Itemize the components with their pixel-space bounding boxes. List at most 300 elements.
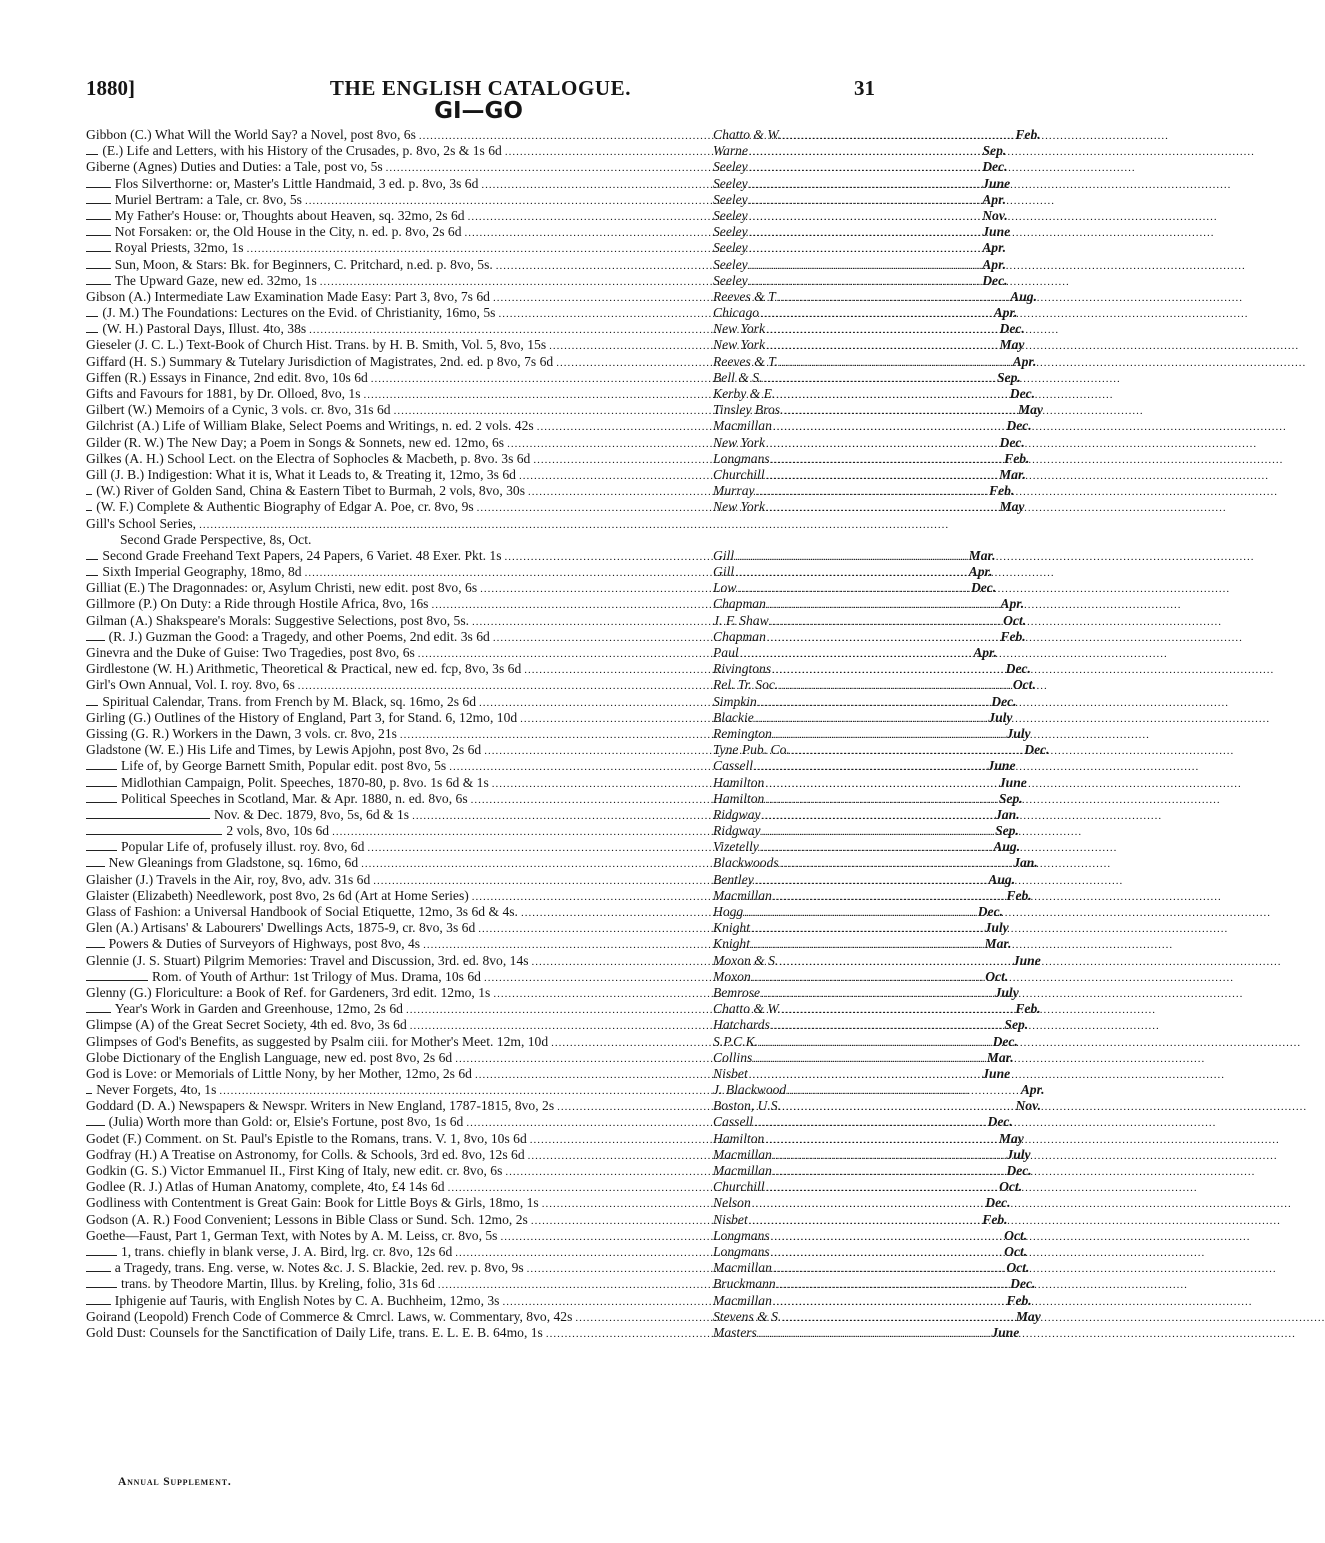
entry-month: Dec. xyxy=(977,904,1004,919)
catalogue-entry xyxy=(86,580,997,596)
leader-dots xyxy=(766,468,999,484)
entry-main xyxy=(86,613,712,630)
leader-dots xyxy=(735,565,968,581)
leader-dots xyxy=(751,937,984,953)
entry-month: Dec. xyxy=(985,1195,1011,1211)
entry-main xyxy=(86,1163,712,1180)
entry-month: Oct. xyxy=(999,1179,1023,1195)
entry-publisher: Seeley xyxy=(713,159,748,175)
ditto-rule xyxy=(86,179,111,188)
entry-publisher: Chatto & W. xyxy=(713,127,781,142)
entry-month: July xyxy=(984,920,1009,936)
entry-main xyxy=(86,791,712,808)
entry-month: Aug. xyxy=(1010,288,1037,304)
catalogue-entry xyxy=(86,612,1027,629)
entry-month: Nov. xyxy=(982,207,1008,223)
entry-month: Mar. xyxy=(968,547,996,563)
entry-description: God is Love: or Memorials of Little Nony, by her Mother, 12mo, 2s 6d xyxy=(86,1065,472,1081)
catalogue-entry xyxy=(86,1163,1032,1179)
entry-main xyxy=(86,354,712,371)
entry-publisher: Blackie xyxy=(713,709,754,725)
ditto-rule xyxy=(86,567,98,576)
entry-month: Oct. xyxy=(1004,1243,1028,1259)
entry-publisher: Seeley xyxy=(713,256,748,272)
entry-month: June xyxy=(998,774,1027,790)
entry-main xyxy=(86,969,712,986)
entry-main xyxy=(86,451,712,468)
entry-publisher: Cassell xyxy=(713,1114,754,1130)
entry-publisher: Longmans xyxy=(713,1243,770,1259)
leader-dots xyxy=(780,856,1013,872)
entry-publisher: Seeley xyxy=(713,207,748,223)
entry-publisher: Low xyxy=(713,580,737,596)
entry-description: Gifts and Favours for 1881, by Dr. Olloed, 8vo, 1s xyxy=(86,386,361,401)
entry-month: Dec. xyxy=(999,321,1025,337)
entry-publisher: Murray xyxy=(713,483,755,499)
entry-main xyxy=(86,224,712,241)
entry-description: Goddard (D. A.) Newspapers & Newspr. Writers in New England, 1787-1815, 8vo, 2s xyxy=(86,1098,555,1114)
entry-month: Apr. xyxy=(982,256,1007,272)
leader-dots xyxy=(749,274,982,290)
entry-publisher: Rel. Tr. Soc. xyxy=(713,677,779,693)
catalogue-entry xyxy=(86,175,1011,192)
leader-dots xyxy=(749,177,982,193)
entry-main xyxy=(86,742,712,759)
catalogue-entry xyxy=(86,1308,1041,1325)
entry-description: Gilliat (E.) The Dragonnades: or, Asylum Christi, new edit. post 8vo, 6s xyxy=(86,580,478,596)
catalogue-entry xyxy=(86,1243,1028,1260)
entry-month: Oct. xyxy=(1003,612,1027,628)
leader-dots xyxy=(749,225,982,241)
entry-publisher: Macmillan xyxy=(713,1260,772,1276)
entry-main xyxy=(86,257,712,274)
ditto-rule xyxy=(86,1263,111,1272)
entry-publisher-column xyxy=(713,596,1025,613)
entry-publisher: S.P.C.K. xyxy=(713,1033,759,1049)
entry-main xyxy=(86,596,712,613)
catalogue-entry xyxy=(86,628,1026,645)
entry-month: June xyxy=(987,758,1016,774)
entry-month: Apr. xyxy=(1000,596,1025,612)
entry-description: New Gleanings from Gladstone, sq. 16mo, 6d xyxy=(108,855,359,871)
entry-description: Giffard (H. S.) Summary & Tutelary Jurisdiction of Magistrates, 2nd. ed. p 8vo, 7s 6d xyxy=(86,353,554,369)
entry-publisher: Simpkin xyxy=(713,693,757,709)
entry-publisher-column xyxy=(713,499,1025,516)
leader-dots xyxy=(744,905,977,921)
leader-dots xyxy=(782,1002,1015,1018)
leader-dots xyxy=(770,614,1003,630)
entry-description: trans. by Theodore Martin, Illus. by Kreling, folio, 31s 6d xyxy=(121,1276,435,1292)
entry-description: Gillmore (P.) On Duty: a Ride through Hostile Africa, 8vo, 16s xyxy=(86,596,429,612)
entry-publisher-column xyxy=(713,256,1007,274)
catalogue-entry xyxy=(86,564,993,580)
entry-publisher: Bentley xyxy=(713,871,754,887)
entry-month: Sep. xyxy=(995,823,1019,839)
entry-publisher-column xyxy=(713,1130,1024,1148)
entry-publisher-column xyxy=(713,1195,1011,1212)
entry-publisher-column xyxy=(713,742,1050,759)
entry-publisher-column xyxy=(713,402,1043,419)
entry-main xyxy=(86,904,712,921)
entry-publisher: Macmillan xyxy=(713,887,772,903)
entry-publisher-column xyxy=(713,1001,1041,1018)
entry-publisher: Chapman xyxy=(713,596,766,612)
entry-publisher: Knight xyxy=(713,920,751,936)
entry-publisher: Nelson xyxy=(713,1195,751,1211)
entry-main xyxy=(86,694,712,711)
leader-dots xyxy=(779,678,1012,694)
entry-month: Dec. xyxy=(982,272,1008,288)
entry-publisher: New York xyxy=(713,499,765,515)
entry-month: Sep. xyxy=(996,369,1021,385)
leader-dots xyxy=(767,630,1000,646)
entry-publisher: Longmans xyxy=(713,1227,770,1243)
entry-main xyxy=(86,1050,712,1067)
entry-description: Nov. & Dec. 1879, 8vo, 5s, 6d & 1s xyxy=(214,806,410,822)
catalogue-entry xyxy=(86,1049,1014,1066)
entry-month: June xyxy=(982,175,1011,191)
entry-publisher-column xyxy=(713,386,1036,403)
entry-description: Glass of Fashion: a Universal Handbook of Social Etiquette, 12mo, 3s 6d & 4s. xyxy=(86,904,518,919)
entry-publisher-column xyxy=(713,1308,1041,1326)
entry-publisher-column xyxy=(713,758,1016,775)
entry-main xyxy=(86,240,712,257)
entry-publisher-column xyxy=(713,1163,1032,1180)
catalogue-entry xyxy=(86,143,1007,159)
entry-publisher: Kerby & E. xyxy=(713,386,776,401)
entry-main xyxy=(86,1114,712,1131)
entry-main xyxy=(86,564,712,581)
leader-dots xyxy=(735,549,968,565)
leader-dots xyxy=(773,889,1006,905)
entry-description: Gibbon (C.) What Will the World Say? a Novel, post 8vo, 6s xyxy=(86,127,416,142)
leader-dots xyxy=(762,824,995,840)
catalogue-entry xyxy=(86,758,1016,774)
leader-dots xyxy=(771,1245,1004,1261)
entry-publisher-column xyxy=(713,968,1009,986)
entry-description: Political Speeches in Scotland, Mar. & Apr. 1880, n. ed. 8vo, 6s xyxy=(121,790,468,806)
entry-month: Nov. xyxy=(1015,1098,1042,1114)
entry-publisher-column xyxy=(713,450,1030,468)
entry-publisher: Macmillan xyxy=(713,418,772,434)
catalogue-entry xyxy=(86,499,1025,515)
catalogue-entry xyxy=(86,256,1007,273)
entry-description: Second Grade Freehand Text Papers, 24 Papers, 6 Variet. 48 Exer. Pkt. 1s xyxy=(102,547,502,563)
catalogue-entry xyxy=(86,661,1031,677)
entry-publisher: Macmillan xyxy=(713,1146,772,1162)
entry-publisher: New York xyxy=(713,434,765,450)
entry-description: Godfray (H.) A Treatise on Astronomy, for Colls. & Schools, 3rd ed. 8vo, 12s 6d xyxy=(86,1146,525,1162)
entry-main xyxy=(86,289,712,306)
entry-description: Godlee (R. J.) Atlas of Human Anatomy, complete, 4to, £4 14s 6d xyxy=(86,1179,445,1195)
entry-publisher-column xyxy=(713,321,1025,338)
entry-month: Dec. xyxy=(982,159,1008,175)
entry-publisher-column xyxy=(713,952,1041,970)
ditto-rule xyxy=(86,211,111,220)
leader-dots xyxy=(752,970,985,986)
ditto-rule xyxy=(86,1004,111,1013)
entry-description: Gissing (G. R.) Workers in the Dawn, 3 vols. cr. 8vo, 21s xyxy=(86,725,397,741)
leader-dots xyxy=(737,581,970,597)
entry-publisher-column xyxy=(713,1292,1032,1310)
entry-description: Gieseler (J. C. L.) Text-Book of Church Hist. Trans. by H. B. Smith, Vol. 5, 8vo, 15s xyxy=(86,337,547,353)
entry-main xyxy=(86,143,712,160)
entry-publisher-column xyxy=(713,466,1026,484)
entry-publisher-column xyxy=(713,1114,1013,1131)
catalogue-entry xyxy=(86,952,1041,969)
entry-publisher-column xyxy=(713,1049,1014,1067)
entry-month: June xyxy=(982,224,1011,240)
entry-main xyxy=(86,1325,712,1342)
entry-publisher: New York xyxy=(713,321,765,337)
ditto-rule xyxy=(86,486,92,495)
entry-description: Gibson (A.) Intermediate Law Examination Made Easy: Part 3, 8vo, 7s 6d xyxy=(86,288,490,304)
entry-main xyxy=(86,402,712,419)
entry-main xyxy=(86,159,712,176)
ditto-rule xyxy=(86,632,105,641)
entry-main xyxy=(86,1082,712,1099)
leader-dots xyxy=(759,1035,992,1051)
entry-publisher-column xyxy=(713,1276,1036,1293)
catalogue-entry xyxy=(86,1276,1036,1292)
entry-publisher-column xyxy=(713,920,1009,937)
entry-publisher-column xyxy=(713,288,1037,306)
entry-month: Feb. xyxy=(989,483,1015,499)
entry-publisher-column xyxy=(713,790,1023,808)
entry-publisher: Hamilton xyxy=(713,1130,765,1146)
entry-main xyxy=(86,888,712,905)
entry-publisher: Hatchards xyxy=(713,1017,770,1033)
entry-main xyxy=(86,127,712,144)
ditto-rule xyxy=(86,761,117,770)
catalogue-entry xyxy=(86,677,1036,693)
catalogue-entry xyxy=(86,1065,1011,1082)
catalogue-entry xyxy=(86,709,1013,726)
entry-description: Powers & Duties of Surveyors of Highways, post 8vo, 4s xyxy=(108,936,421,952)
entry-publisher: Moxon & S. xyxy=(713,952,779,968)
ditto-rule xyxy=(86,1279,117,1288)
entry-month: Mar. xyxy=(984,936,1012,952)
entry-main xyxy=(86,920,712,937)
leader-dots xyxy=(753,1051,986,1067)
entry-description: (W.) River of Golden Sand, China & Eastern Tibet to Burmah, 2 vols, 8vo, 30s xyxy=(96,483,525,499)
catalogue-entry xyxy=(86,337,1025,353)
leader-dots xyxy=(773,419,1006,435)
entry-publisher-column xyxy=(713,677,1036,694)
leader-dots xyxy=(782,1310,1015,1326)
catalogue-entry xyxy=(86,547,996,564)
entry-publisher-column xyxy=(713,725,1031,743)
entry-description: Godet (F.) Comment. on St. Paul's Epistle to the Romans, trans. V. 1, 8vo, 10s 6d xyxy=(86,1130,527,1146)
entry-main xyxy=(86,1212,712,1229)
entry-publisher: Knight xyxy=(713,936,751,952)
entry-month: May xyxy=(998,1130,1024,1146)
entry-main xyxy=(86,645,712,662)
leader-dots xyxy=(749,209,982,225)
ditto-rule xyxy=(86,1247,117,1256)
ditto-rule xyxy=(86,260,111,269)
catalogue-entry xyxy=(86,725,1031,742)
entry-publisher: Stevens & S. xyxy=(713,1308,782,1324)
entry-publisher: Reeves & T xyxy=(713,288,776,304)
entry-publisher: Reeves & T. xyxy=(713,353,779,369)
footer-note: Annual Supplement. xyxy=(118,1476,232,1488)
entry-description: Rom. of Youth of Arthur: 1st Trilogy of Mus. Drama, 10s 6d xyxy=(152,968,481,984)
catalogue-entry xyxy=(86,742,1050,758)
catalogue-entry xyxy=(86,855,1038,871)
entry-publisher: Warne xyxy=(713,143,748,159)
entry-month: Aug. xyxy=(988,871,1016,887)
leader-dots xyxy=(758,695,991,711)
entry-main xyxy=(86,985,712,1002)
entry-main xyxy=(86,208,712,225)
entry-main xyxy=(86,1131,712,1148)
entry-publisher-column xyxy=(713,839,1021,856)
catalogue-entry xyxy=(86,159,1008,175)
entry-publisher-column xyxy=(713,143,1007,160)
entry-description: Not Forsaken: or, the Old House in the City, n. ed. p. 8vo, 2s 6d xyxy=(114,224,462,240)
ditto-rule xyxy=(86,778,117,787)
catalogue-entry xyxy=(86,207,1008,224)
catalogue-entry xyxy=(86,402,1043,418)
entry-main xyxy=(86,1276,712,1293)
catalogue-entry xyxy=(86,1260,1030,1276)
entry-description: Glaisher (J.) Travels in the Air, roy, 8vo, adv. 31s 6d xyxy=(86,871,371,887)
entry-publisher-column xyxy=(713,240,1007,257)
entry-month: Dec. xyxy=(1010,1276,1036,1292)
entry-description: Glenny (G.) Floriculture: a Book of Ref. for Gardeners, 3rd edit. 12mo, 1s xyxy=(86,984,491,1000)
entry-publisher-column xyxy=(713,693,1017,711)
entry-publisher-column xyxy=(713,418,1032,435)
entry-publisher-column xyxy=(713,1017,1029,1034)
entry-main xyxy=(86,1309,712,1326)
ditto-rule xyxy=(86,1296,111,1305)
entry-description: Giberne (Agnes) Duties and Duties: a Tale, post vo, 5s xyxy=(86,159,383,175)
entry-publisher: Bemrose xyxy=(713,984,761,1000)
leader-dots xyxy=(772,662,1005,678)
catalogue-entry xyxy=(86,920,1009,936)
ditto-rule xyxy=(86,1085,92,1094)
entry-month: Dec. xyxy=(1005,661,1031,677)
catalogue-entry xyxy=(86,984,1019,1001)
entry-description: Iphigenie auf Tauris, with English Notes by C. A. Buchheim, 12mo, 3s xyxy=(114,1292,500,1308)
entry-description: Second Grade Perspective, 8s, Oct. xyxy=(120,531,312,547)
leader-dots xyxy=(740,646,973,662)
entry-description: Gilder (R. W.) The New Day; a Poem in Songs & Sonnets, new ed. 12mo, 6s xyxy=(86,434,505,450)
entry-main xyxy=(86,775,712,792)
leader-dots xyxy=(749,241,982,257)
catalogue-entry xyxy=(86,1292,1032,1309)
catalogue-entry xyxy=(86,774,1027,791)
entry-month: Jan. xyxy=(1013,855,1038,871)
catalogue-entry xyxy=(86,224,1011,240)
entry-publisher: Collins xyxy=(713,1049,753,1065)
leader-dots xyxy=(791,743,1024,759)
entry-publisher-column xyxy=(713,191,1007,209)
entry-description: The Upward Gaze, new ed. 32mo, 1s xyxy=(114,272,317,288)
catalogue-entry xyxy=(86,386,1036,402)
entry-main xyxy=(86,1228,712,1245)
entry-main xyxy=(86,321,712,338)
catalogue-entry xyxy=(86,790,1023,807)
leader-dots xyxy=(751,921,984,937)
entry-description: Glaister (Elizabeth) Needlework, post 8vo, 2s 6d (Art at Home Series) xyxy=(86,887,469,903)
catalogue-entry xyxy=(86,272,1008,289)
entry-publisher-column xyxy=(713,855,1038,872)
entry-publisher-column xyxy=(713,580,997,597)
entry-main xyxy=(86,1147,712,1164)
entry-month: May xyxy=(999,337,1025,353)
entry-publisher: Gill xyxy=(713,547,735,563)
entry-publisher: Tinsley Bros. xyxy=(713,402,784,418)
entry-description: Flos Silverthorne: or, Master's Little Handmaid, 3 ed. p. 8vo, 3s 6d xyxy=(114,175,479,191)
catalogue-entry xyxy=(86,887,1032,904)
catalogue-entry xyxy=(86,369,1021,386)
entry-main xyxy=(86,386,712,403)
entry-description: Life of, by George Barnett Smith, Popular edit. post 8vo, 5s xyxy=(121,758,447,774)
entry-description: Gill's School Series, xyxy=(86,515,197,531)
ditto-rule xyxy=(86,551,98,560)
entry-month: July xyxy=(988,709,1013,725)
leader-dots xyxy=(755,873,988,889)
entry-description: (Julia) Worth more than Gold: or, Elsie's Fortune, post 8vo, 1s 6d xyxy=(108,1114,464,1130)
entry-publisher-column xyxy=(713,272,1008,290)
catalogue-entry xyxy=(86,1017,1029,1033)
leader-dots xyxy=(779,954,1012,970)
entry-publisher: Ridgway xyxy=(713,806,761,822)
entry-month: Feb. xyxy=(982,1211,1008,1227)
entry-description: Glennie (J. S. Stuart) Pilgrim Memories: Travel and Discussion, 3rd. ed. 8vo, 14s xyxy=(86,952,529,968)
leader-dots xyxy=(749,258,982,274)
entry-month: May xyxy=(1015,1308,1041,1324)
entry-publisher: Blackwoods xyxy=(713,855,779,871)
entry-main xyxy=(86,1179,712,1196)
leader-dots xyxy=(749,1213,982,1229)
catalogue-entry xyxy=(86,823,1019,839)
entry-description: Gill (J. B.) Indigestion: What it is, What it Leads to, & Treating it, 12mo, 3s 6d xyxy=(86,466,516,482)
leader-dots xyxy=(777,290,1010,306)
entry-month: Dec. xyxy=(1009,386,1036,401)
section-heading: GI—GO xyxy=(434,98,523,124)
entry-publisher-column xyxy=(713,1243,1028,1261)
entry-description: Glimpses of God's Benefits, as suggested by Psalm ciii. for Mother's Meet. 12m, 10d xyxy=(86,1033,549,1049)
entry-publisher-column xyxy=(713,774,1027,792)
entry-month: Dec. xyxy=(992,1033,1018,1049)
entry-month: Dec. xyxy=(987,1114,1013,1130)
entry-main xyxy=(86,839,712,856)
entry-month: Feb. xyxy=(1015,127,1041,142)
entry-description: 2 vols, 8vo, 10s 6d xyxy=(226,823,330,839)
entry-main xyxy=(86,337,712,354)
leader-dots xyxy=(754,1115,987,1131)
entry-month: Feb. xyxy=(1006,887,1032,903)
leader-dots xyxy=(766,1180,999,1196)
ditto-rule xyxy=(86,195,111,204)
entry-publisher-column xyxy=(713,1211,1008,1229)
entry-main xyxy=(86,467,712,484)
leader-dots xyxy=(749,193,982,209)
header-year: 1880] xyxy=(86,76,135,100)
entry-main xyxy=(86,435,712,452)
entry-publisher-column xyxy=(713,1179,1023,1196)
entry-description: Sun, Moon, & Stars: Bk. for Beginners, C. Pritchard, n.ed. p. 8vo, 5s. xyxy=(114,256,493,272)
leader-dots xyxy=(756,484,989,500)
entry-month: Apr. xyxy=(1020,1082,1045,1098)
entry-publisher-column xyxy=(713,628,1026,646)
entry-publisher-column xyxy=(713,159,1008,176)
entry-publisher-column xyxy=(713,1260,1030,1277)
entry-month: Oct. xyxy=(1006,1260,1030,1276)
